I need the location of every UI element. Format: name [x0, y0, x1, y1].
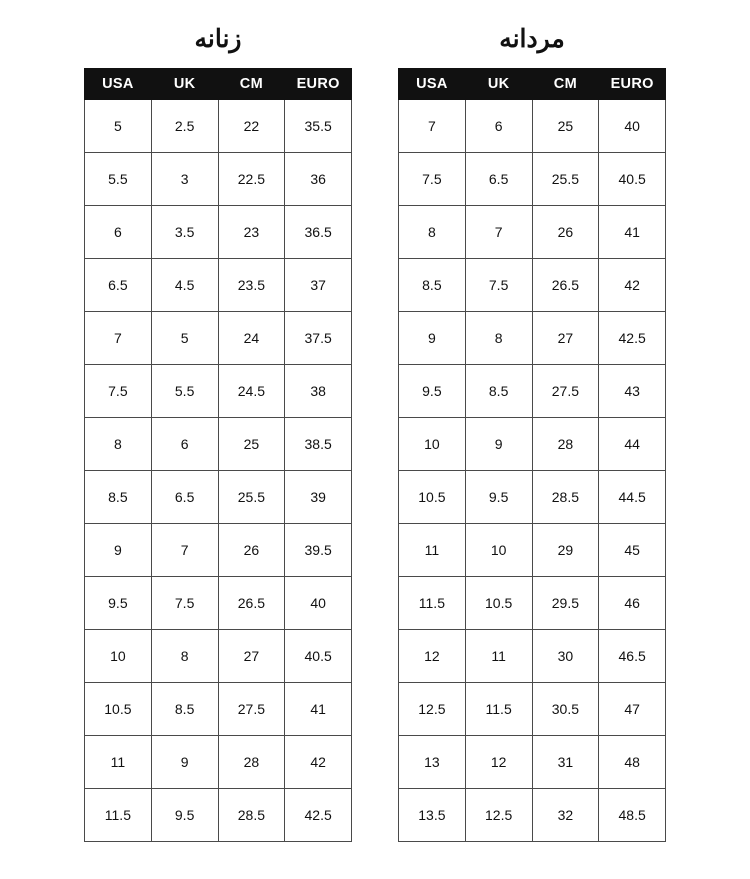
table-row — [399, 736, 666, 789]
cell-cm: 24.5 — [218, 365, 285, 418]
cell-euro: 42 — [285, 736, 352, 789]
cell-usa: 7 — [85, 312, 152, 365]
cell-uk: 3.5 — [151, 206, 218, 259]
table-row — [399, 471, 666, 524]
cell-usa: 11.5 — [85, 789, 152, 842]
cell-euro: 44 — [599, 418, 666, 471]
cell-uk: 2.5 — [151, 100, 218, 153]
cell-usa: 10 — [85, 630, 152, 683]
cell-usa: 9 — [399, 312, 466, 365]
cell-euro: 39.5 — [285, 524, 352, 577]
cell-euro: 47 — [599, 683, 666, 736]
table-row — [85, 789, 352, 842]
cell-cm: 26.5 — [218, 577, 285, 630]
cell-uk: 6.5 — [151, 471, 218, 524]
table-row — [399, 418, 666, 471]
table-row — [85, 206, 352, 259]
cell-usa: 12.5 — [399, 683, 466, 736]
cell-cm: 23.5 — [218, 259, 285, 312]
table-row — [399, 365, 666, 418]
cell-euro: 44.5 — [599, 471, 666, 524]
cell-usa: 9 — [85, 524, 152, 577]
cell-euro: 37 — [285, 259, 352, 312]
cell-cm: 22 — [218, 100, 285, 153]
cell-cm: 27.5 — [532, 365, 599, 418]
cell-uk: 10.5 — [465, 577, 532, 630]
cell-cm: 32 — [532, 789, 599, 842]
cell-cm: 28.5 — [532, 471, 599, 524]
cell-cm: 30 — [532, 630, 599, 683]
table-row — [85, 577, 352, 630]
cell-euro: 48 — [599, 736, 666, 789]
table-row — [399, 100, 666, 153]
column-header-euro: EURO — [599, 69, 666, 100]
cell-euro: 37.5 — [285, 312, 352, 365]
table-row — [399, 789, 666, 842]
cell-uk: 9 — [465, 418, 532, 471]
womens-size-chart-block — [84, 22, 352, 842]
cell-usa: 7 — [399, 100, 466, 153]
cell-usa: 10.5 — [85, 683, 152, 736]
cell-euro: 42.5 — [599, 312, 666, 365]
cell-uk: 8 — [465, 312, 532, 365]
cell-euro: 38.5 — [285, 418, 352, 471]
column-header-uk: UK — [151, 69, 218, 100]
cell-euro: 36 — [285, 153, 352, 206]
table-row — [85, 736, 352, 789]
table-header-row — [399, 69, 666, 100]
table-row — [399, 312, 666, 365]
cell-uk: 5.5 — [151, 365, 218, 418]
cell-cm: 27 — [218, 630, 285, 683]
table-row — [399, 524, 666, 577]
cell-uk: 7 — [151, 524, 218, 577]
cell-euro: 42 — [599, 259, 666, 312]
cell-cm: 30.5 — [532, 683, 599, 736]
cell-usa: 10.5 — [399, 471, 466, 524]
table-row — [399, 153, 666, 206]
cell-cm: 29 — [532, 524, 599, 577]
cell-usa: 11.5 — [399, 577, 466, 630]
cell-uk: 7 — [465, 206, 532, 259]
cell-uk: 6 — [151, 418, 218, 471]
cell-euro: 40 — [285, 577, 352, 630]
column-header-usa: USA — [85, 69, 152, 100]
cell-uk: 9.5 — [465, 471, 532, 524]
mens-size-table — [398, 68, 666, 842]
column-header-cm: CM — [532, 69, 599, 100]
table-row — [399, 577, 666, 630]
cell-cm: 25.5 — [218, 471, 285, 524]
cell-euro: 38 — [285, 365, 352, 418]
cell-cm: 28 — [532, 418, 599, 471]
cell-euro: 46 — [599, 577, 666, 630]
cell-cm: 31 — [532, 736, 599, 789]
table-row — [85, 418, 352, 471]
cell-euro: 40 — [599, 100, 666, 153]
cell-cm: 25 — [218, 418, 285, 471]
cell-uk: 10 — [465, 524, 532, 577]
column-header-cm: CM — [218, 69, 285, 100]
cell-uk: 3 — [151, 153, 218, 206]
cell-uk: 7.5 — [465, 259, 532, 312]
cell-usa: 10 — [399, 418, 466, 471]
cell-uk: 6.5 — [465, 153, 532, 206]
cell-euro: 35.5 — [285, 100, 352, 153]
cell-cm: 26 — [532, 206, 599, 259]
table-row — [85, 630, 352, 683]
cell-uk: 4.5 — [151, 259, 218, 312]
cell-usa: 13 — [399, 736, 466, 789]
cell-cm: 26 — [218, 524, 285, 577]
table-row — [85, 153, 352, 206]
cell-cm: 28.5 — [218, 789, 285, 842]
cell-uk: 8 — [151, 630, 218, 683]
cell-usa: 9.5 — [85, 577, 152, 630]
cell-cm: 24 — [218, 312, 285, 365]
cell-euro: 43 — [599, 365, 666, 418]
cell-usa: 8 — [85, 418, 152, 471]
cell-uk: 8.5 — [465, 365, 532, 418]
table-row — [85, 312, 352, 365]
womens-chart-title: زنانه — [194, 25, 242, 53]
cell-euro: 41 — [599, 206, 666, 259]
cell-usa: 7.5 — [85, 365, 152, 418]
cell-euro: 40.5 — [599, 153, 666, 206]
table-row — [85, 259, 352, 312]
cell-cm: 25.5 — [532, 153, 599, 206]
cell-uk: 9.5 — [151, 789, 218, 842]
cell-euro: 36.5 — [285, 206, 352, 259]
cell-euro: 39 — [285, 471, 352, 524]
table-row — [399, 630, 666, 683]
table-row — [85, 471, 352, 524]
cell-cm: 29.5 — [532, 577, 599, 630]
bottom-spacer — [0, 842, 750, 866]
cell-euro: 42.5 — [285, 789, 352, 842]
cell-uk: 11 — [465, 630, 532, 683]
cell-usa: 5.5 — [85, 153, 152, 206]
cell-uk: 9 — [151, 736, 218, 789]
mens-table-body — [399, 100, 666, 842]
table-row — [85, 365, 352, 418]
womens-table-body — [85, 100, 352, 842]
cell-uk: 12 — [465, 736, 532, 789]
cell-uk: 5 — [151, 312, 218, 365]
table-row — [399, 683, 666, 736]
cell-usa: 7.5 — [399, 153, 466, 206]
cell-uk: 11.5 — [465, 683, 532, 736]
cell-cm: 27.5 — [218, 683, 285, 736]
cell-uk: 8.5 — [151, 683, 218, 736]
cell-euro: 46.5 — [599, 630, 666, 683]
table-header-row — [85, 69, 352, 100]
cell-uk: 12.5 — [465, 789, 532, 842]
cell-usa: 9.5 — [399, 365, 466, 418]
cell-usa: 11 — [85, 736, 152, 789]
table-row — [399, 259, 666, 312]
cell-euro: 40.5 — [285, 630, 352, 683]
cell-cm: 23 — [218, 206, 285, 259]
cell-cm: 22.5 — [218, 153, 285, 206]
cell-cm: 25 — [532, 100, 599, 153]
table-row — [399, 206, 666, 259]
cell-usa: 11 — [399, 524, 466, 577]
cell-usa: 13.5 — [399, 789, 466, 842]
column-header-euro: EURO — [285, 69, 352, 100]
cell-usa: 5 — [85, 100, 152, 153]
cell-euro: 45 — [599, 524, 666, 577]
cell-usa: 8.5 — [85, 471, 152, 524]
table-row — [85, 100, 352, 153]
table-row — [85, 683, 352, 736]
table-row — [85, 524, 352, 577]
cell-usa: 12 — [399, 630, 466, 683]
cell-euro: 41 — [285, 683, 352, 736]
cell-euro: 48.5 — [599, 789, 666, 842]
cell-cm: 26.5 — [532, 259, 599, 312]
column-header-usa: USA — [399, 69, 466, 100]
cell-usa: 6 — [85, 206, 152, 259]
column-header-uk: UK — [465, 69, 532, 100]
cell-cm: 28 — [218, 736, 285, 789]
mens-chart-title: مردانه — [499, 25, 565, 53]
cell-usa: 8 — [399, 206, 466, 259]
womens-size-table — [84, 68, 352, 842]
cell-cm: 27 — [532, 312, 599, 365]
mens-table-header — [399, 69, 666, 100]
mens-size-chart-block — [398, 22, 666, 842]
cell-uk: 6 — [465, 100, 532, 153]
cell-usa: 6.5 — [85, 259, 152, 312]
womens-table-header — [85, 69, 352, 100]
cell-uk: 7.5 — [151, 577, 218, 630]
cell-usa: 8.5 — [399, 259, 466, 312]
